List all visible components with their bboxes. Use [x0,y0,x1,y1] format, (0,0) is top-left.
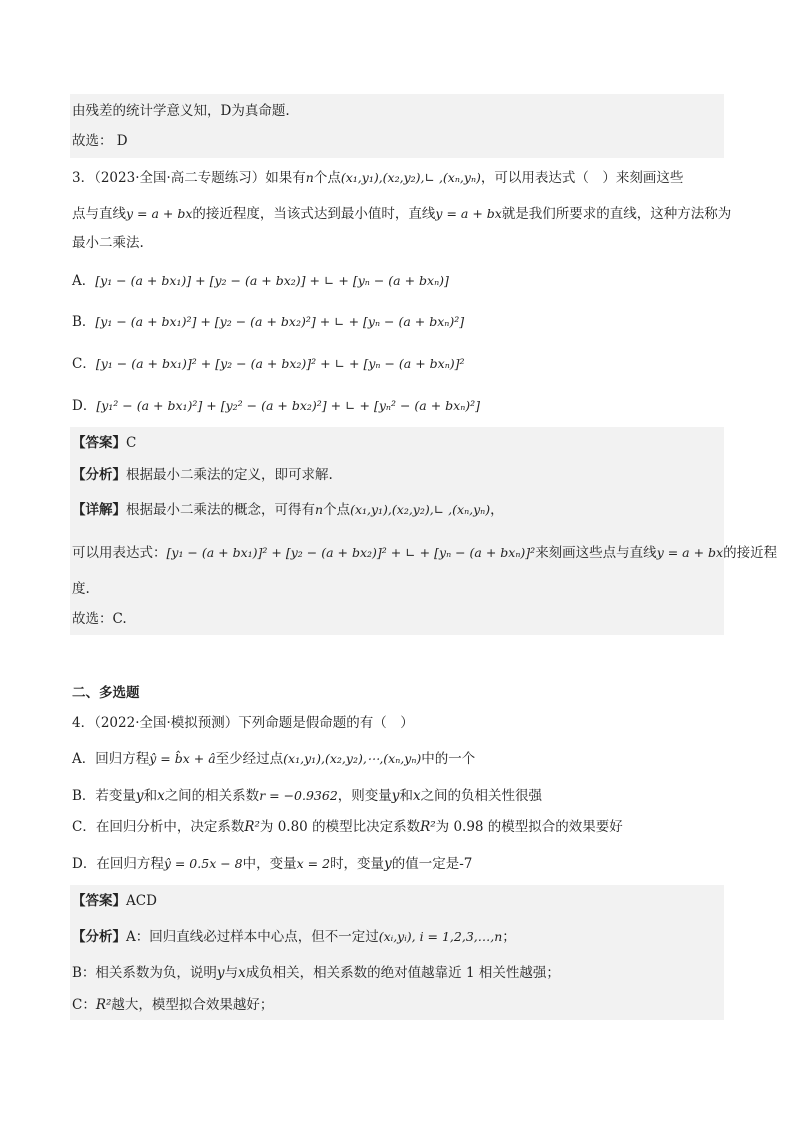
q3-stem3: 最小二乘法. [72,235,144,251]
q4-optd-pre: D．在回归方程 [72,856,164,872]
q3-stem-line1 [72,165,724,191]
lineb-x: x [238,965,246,981]
q4-optd-eq: ŷ = 0.5x − 8 [163,856,243,871]
answer-value: ACD [126,893,157,909]
q4-opta-pre: A．回归方程 [72,751,150,767]
detail2-post: 的接近程 [723,545,778,561]
q4-opta-mid: 至少经过点 [215,751,284,767]
q4-optd-x: x = 2 [296,856,331,871]
q4-optb-mid1: 和 [143,788,158,804]
detail3: 度. [72,581,90,597]
q4-optd-post: 的值一定是-7 [391,856,473,872]
q4-optc-mid1: 为 0.80 的模型比决定系数 [259,819,421,835]
lineb-y: y [216,965,225,981]
analysis-text: 根据最小二乘法的定义，即可求解. [126,467,333,483]
option-label: B． [72,314,96,330]
q3-analysis-line [72,462,724,488]
q3-detail-line2 [72,540,778,566]
linec-post: 越大，模型拟合效果越好； [111,997,274,1013]
lineb-pre: B：相关系数为负，说明 [72,965,217,981]
q4-optb-x2: x [412,788,421,804]
analysis-tag: 【分析】 [72,467,126,483]
detail-text: 根据最小二乘法的概念，可得有 [126,502,315,518]
q4-optd-y: y [384,856,392,872]
q4-stem [72,710,724,736]
option-expr: [y₁ − (a + bx₁)²] + [y₂ − (a + bx₂)²] + ∟ + [yₙ − (a + bxₙ)²] [95,314,465,329]
q4-optd-mid2: 时，变量 [330,856,385,872]
q3-conclusion-line [72,606,724,632]
q3-option-b [72,309,724,335]
q3-stem-line3 [72,230,724,256]
detail2-expr: [y₁ − (a + bx₁)]² + [y₂ − (a + bx₂)]² + ∟ + [yₙ − (a + bxₙ)]² [166,545,536,560]
q4-answer-line [72,888,724,914]
prev-solution-choice: 故选： D [72,133,128,149]
q4-optc-pre: C．在回归分析中，决定系数 [72,819,245,835]
section-title [72,680,724,706]
q3-stem-text-post: ，可以用表达式（ ）来刻画这些 [480,170,684,186]
q4-optc-r2: R² [244,819,260,835]
q4-analysis-line [72,924,724,950]
option-label: C． [72,356,96,372]
q4-analysis-b [72,960,724,986]
lineb-post: 成负相关，相关系数的绝对值越靠近 1 相关性越强； [245,965,560,981]
q4-option-d [72,851,724,877]
answer-tag: 【答案】 [72,435,126,451]
q3-stem2-eq2: y = a + bx [435,206,502,221]
q4-optb-x: x [157,788,165,804]
option-expr: [y₁² − (a + bx₁)²] + [y₂² − (a + bx₂)²] + ∟ + [yₙ² − (a + bxₙ)²] [96,398,481,413]
detail-mid: 个点 [323,502,351,518]
answer-tag: 【答案】 [72,893,126,909]
conclusion-text: 故选：C. [72,611,127,627]
q3-stem-line2 [72,201,732,227]
q4-opta-post: 中的一个 [421,751,476,767]
analysis-pts: (xᵢ,yᵢ), i = 1,2,3,…,n [378,929,503,944]
q3-stem-text-mid: 个点 [313,170,341,186]
linec-r2: R² [95,997,112,1013]
q4-optb-mid2: 之间的相关系数 [164,788,260,804]
option-label: A． [72,273,96,289]
q4-optb-mid4: 和 [399,788,413,804]
q4-optb-mid3: ，则变量 [337,788,392,804]
q3-detail-line3 [72,576,724,602]
q4-optc-post: 为 0.98 的模型拟合的效果要好 [435,819,623,835]
q3-stem2-post: 就是我们所要求的直线，这种方法称为 [501,206,732,222]
option-expr: [y₁ − (a + bx₁)]² + [y₂ − (a + bx₂)]² + ∟ + [yₙ − (a + bxₙ)]² [95,356,465,371]
option-label: D． [72,398,97,414]
answer-value: C [126,435,137,451]
q4-optc-r2b: R² [420,819,436,835]
detail-post: ， [490,502,504,518]
detail-tag: 【详解】 [72,502,126,518]
q4-opta-eq: ŷ = b̂x + â [149,751,216,766]
q3-stem-points: (x₁,y₁),(x₂,y₂),∟ ,(xₙ,yₙ) [340,170,481,185]
q3-stem2-mid: 的接近程度，当该式达到最小值时，直线 [192,206,436,222]
q3-answer-line [72,430,724,456]
q4-optb-pre: B．若变量 [72,788,136,804]
q4-option-b [72,783,724,809]
q4-stem-text: 4．（2022·全国·模拟预测）下列命题是假命题的有（ ） [72,715,414,731]
detail2-mid: 来刻画这些点与直线 [535,545,657,561]
q3-stem-text: 3．（2023·全国·高二专题练习）如果有 [72,170,306,186]
q3-stem-n: n [305,170,314,185]
q3-option-d [72,393,724,419]
q3-stem2-eq: y = a + bx [126,206,193,221]
q4-analysis-c [72,992,724,1018]
analysis-pre: A：回归直线必过样本中心点，但不一定过 [126,929,379,945]
q4-optd-mid1: 中，变量 [242,856,297,872]
detail2-eq: y = a + bx [656,545,724,560]
lineb-mid: 与 [224,965,239,981]
q4-option-c [72,814,724,840]
linec-pre: C： [72,997,96,1013]
detail-n: n [315,502,324,517]
q4-opta-points: (x₁,y₁),(x₂,y₂),⋯,(xₙ,yₙ) [283,751,422,766]
q4-optb-y2: y [391,788,400,804]
detail-points: (x₁,y₁),(x₂,y₂),∟ ,(xₙ,yₙ) [350,502,491,517]
section-title-text: 二、多选题 [72,685,140,701]
option-expr: [y₁ − (a + bx₁)] + [y₂ − (a + bx₂)] + ∟ + [yₙ − (a + bxₙ)] [95,273,449,288]
q3-detail-line [72,497,724,523]
analysis-post: ； [502,929,516,945]
q3-solution-block [70,427,724,635]
q4-option-a [72,746,724,772]
detail2-pre: 可以用表达式： [72,545,167,561]
q3-option-c [72,351,724,377]
q3-stem2-pre: 点与直线 [72,206,126,222]
prev-solution-conclusion [72,128,724,154]
prev-solution-line [72,98,724,124]
q4-optb-y: y [135,788,144,804]
q3-option-a [72,268,724,294]
q4-optb-post: 之间的负相关性很强 [420,788,543,804]
q4-optb-r: r = −0.9362 [259,788,338,803]
prev-solution-text: 由残差的统计学意义知，D为真命题. [72,103,290,119]
analysis-tag: 【分析】 [72,929,126,945]
